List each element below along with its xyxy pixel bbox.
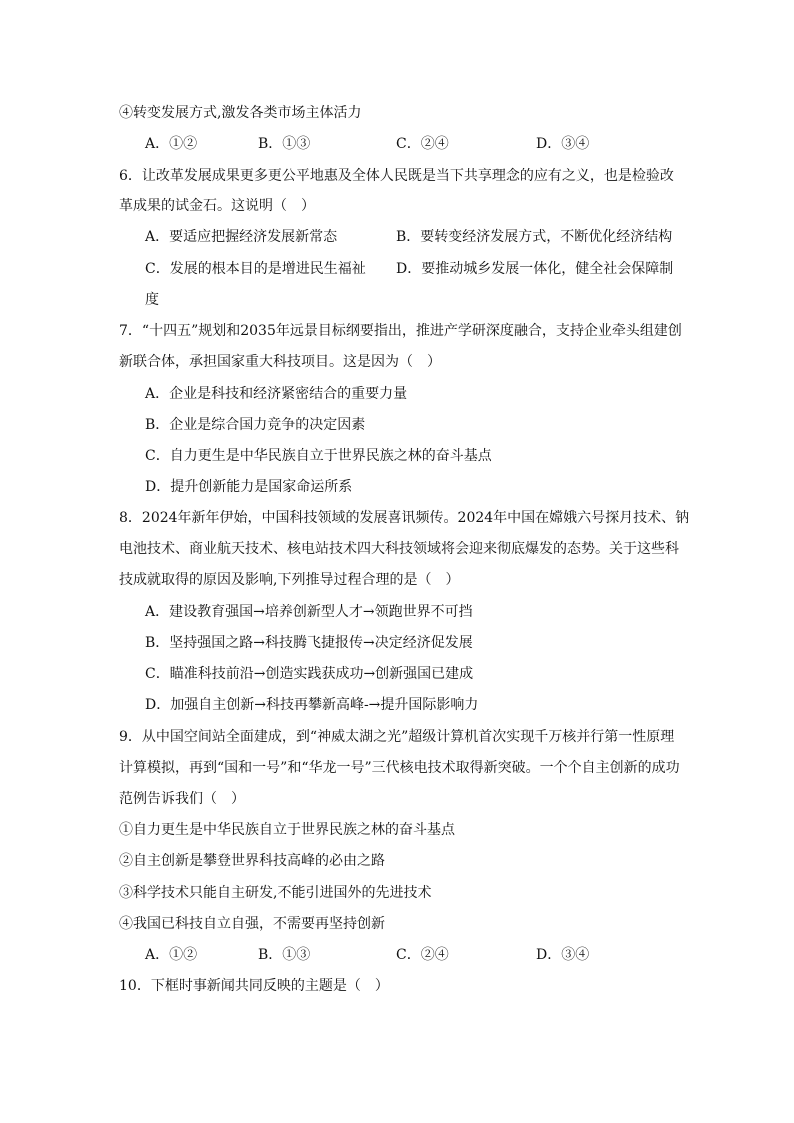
q8-option-c[interactable]: C．瞄准科技前沿→创造实践获成功→创新强国已建成 [145, 666, 474, 682]
q9-stem-line-3: 范例告诉我们（ ） [119, 791, 245, 807]
q8-option-b[interactable]: B．坚持强国之路→科技腾飞捷报传→决定经济促发展 [145, 635, 473, 651]
q5-option-a[interactable]: A．①② [145, 136, 198, 152]
q7-option-c[interactable]: C．自力更生是中华民族自立于世界民族之林的奋斗基点 [145, 448, 492, 464]
q6-option-a[interactable]: A．要适应把握经济发展新常态 [145, 229, 338, 245]
q8-stem-line-2: 电池技术、商业航天技术、核电站技术四大科技领域将会迎来彻底爆发的态势。关于这些科 [119, 541, 679, 557]
q8-option-d[interactable]: D．加强自主创新→科技再攀新高峰-→提升国际影响力 [145, 697, 479, 713]
q7-stem-line-1: 7．“十四五”规划和2035年远景目标纲要指出，推进产学研深度融合，支持企业牵头组建创 [119, 323, 682, 339]
q8-option-a[interactable]: A．建设教育强国→培养创新型人才→领跑世界不可挡 [145, 604, 473, 620]
q6-option-d-continued: 度 [145, 292, 159, 308]
q7-stem-line-2: 新联合体，承担国家重大科技项目。这是因为（ ） [119, 354, 441, 370]
q5-option-c[interactable]: C．②④ [396, 136, 449, 152]
q9-stem-line-2: 计算模拟，再到“国和一号”和“华龙一号”三代核电技术取得新突破。一个个自主创新的成功 [119, 760, 680, 776]
q8-stem-line-1: 8．2024年新年伊始，中国科技领域的发展喜讯频传。2024年中国在嫦娥六号探月技术、钠 [119, 510, 690, 526]
q6-stem-line-2: 革成果的试金石。这说明（ ） [119, 198, 315, 214]
q5-option-d[interactable]: D．③④ [536, 136, 590, 152]
q6-option-b[interactable]: B．要转变经济发展方式，不断优化经济结构 [396, 229, 673, 245]
q6-option-c[interactable]: C．发展的根本目的是增进民生福祉 [145, 261, 366, 277]
q9-option-b[interactable]: B．①③ [258, 947, 311, 963]
q10-stem-line-1: 10．下框时事新闻共同反映的主题是（ ） [119, 978, 389, 994]
q7-option-b[interactable]: B．企业是综合国力竞争的决定因素 [145, 417, 366, 433]
q9-stem-line-1: 9．从中国空间站全面建成，到“神威太湖之光”超级计算机首次实现千万核并行第一性原理 [119, 729, 675, 745]
q9-statement-2: ②自主创新是攀登世界科技高峰的必由之路 [119, 853, 385, 869]
q9-option-a[interactable]: A．①② [145, 947, 198, 963]
q7-option-a[interactable]: A．企业是科技和经济紧密结合的重要力量 [145, 386, 408, 402]
q5-statement-4: ④转变发展方式,激发各类市场主体活力 [119, 105, 362, 121]
q9-statement-3: ③科学技术只能自主研发,不能引进国外的先进技术 [119, 885, 432, 901]
q9-option-c[interactable]: C．②④ [396, 947, 449, 963]
q8-stem-line-3: 技成就取得的原因及影响,下列推导过程合理的是（ ） [119, 572, 460, 588]
q9-statement-4: ④我国已科技自立自强，不需要再坚持创新 [119, 916, 385, 932]
q5-option-b[interactable]: B．①③ [258, 136, 311, 152]
q9-statement-1: ①自力更生是中华民族自立于世界民族之林的奋斗基点 [119, 822, 455, 838]
q6-stem-line-1: 6．让改革发展成果更多更公平地惠及全体人民既是当下共享理念的应有之义，也是检验改 [119, 168, 674, 184]
q7-option-d[interactable]: D．提升创新能力是国家命运所系 [145, 479, 353, 495]
q9-option-d[interactable]: D．③④ [536, 947, 590, 963]
q6-option-d[interactable]: D．要推动城乡发展一体化，健全社会保障制 [396, 261, 674, 277]
